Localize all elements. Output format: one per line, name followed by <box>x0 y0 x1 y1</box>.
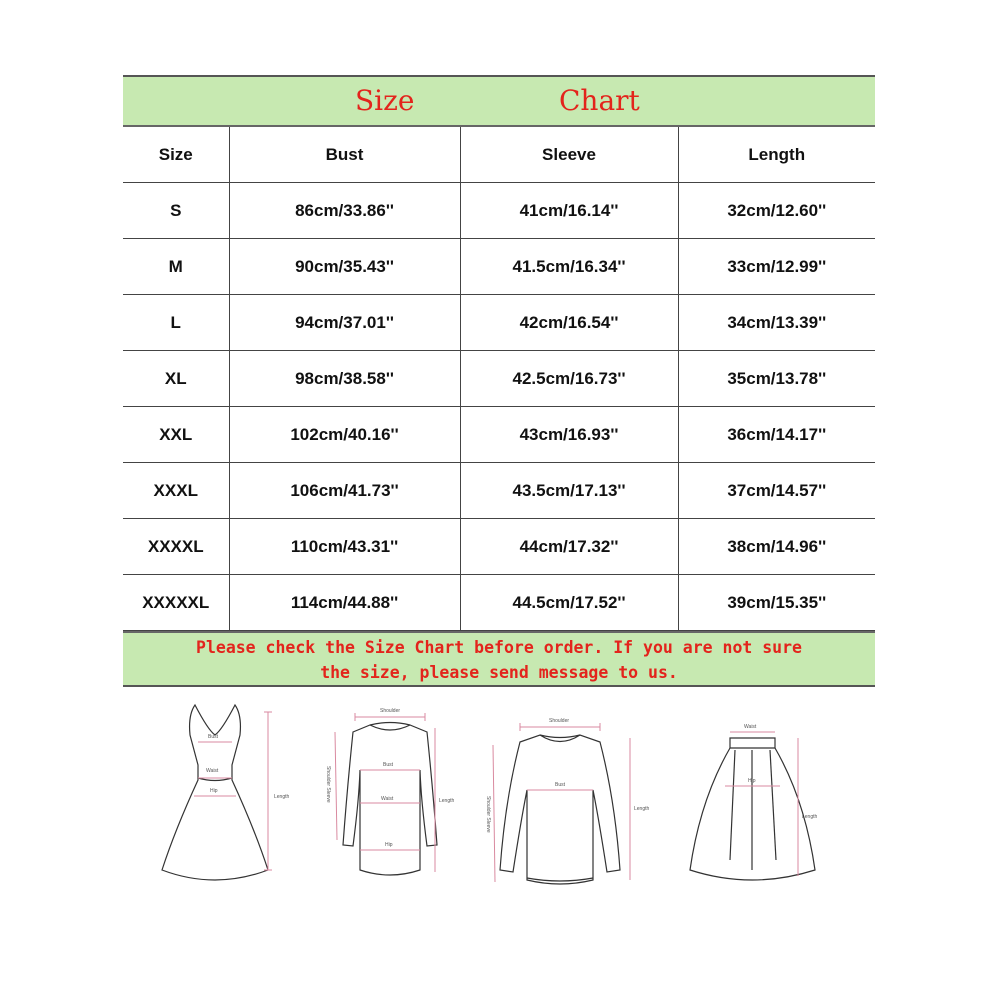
long-dress-bust-label: Bust <box>383 762 394 768</box>
header-length: Length <box>678 127 875 183</box>
dress-diagram <box>160 690 300 900</box>
header-bust: Bust <box>229 127 460 183</box>
size-note <box>123 631 875 685</box>
table-row <box>123 295 875 351</box>
sweater-diagram <box>485 690 650 900</box>
chart-title-bar <box>123 77 875 127</box>
table-row <box>123 463 875 519</box>
size-table <box>123 127 875 631</box>
long-dress-waist-label: Waist <box>381 796 394 802</box>
cell-length: 35cm/13.78'' <box>678 351 875 407</box>
cell-bust: 86cm/33.86'' <box>229 183 460 239</box>
size-chart <box>123 75 875 687</box>
cell-bust: 114cm/44.88'' <box>229 575 460 631</box>
cell-length: 33cm/12.99'' <box>678 239 875 295</box>
cell-sleeve: 43.5cm/17.13'' <box>460 463 678 519</box>
cell-sleeve: 41cm/16.14'' <box>460 183 678 239</box>
long-dress-sleeve-label: Shoulder Sleeve <box>325 766 331 803</box>
title-word-size: Size <box>355 84 415 117</box>
table-header-row <box>123 127 875 183</box>
skirt-outline-icon <box>690 738 815 880</box>
cell-sleeve: 44.5cm/17.52'' <box>460 575 678 631</box>
table-row <box>123 239 875 295</box>
header-sleeve: Sleeve <box>460 127 678 183</box>
sweater-outline-icon <box>500 735 620 884</box>
cell-size: XXXXXL <box>123 575 229 631</box>
cell-length: 34cm/13.39'' <box>678 295 875 351</box>
cell-size: S <box>123 183 229 239</box>
title-word-chart: Chart <box>559 84 640 117</box>
dress-bust-label: Bust <box>208 734 219 740</box>
cell-length: 32cm/12.60'' <box>678 183 875 239</box>
dress-length-label: Length <box>274 794 290 800</box>
cell-size: XXXL <box>123 463 229 519</box>
sweater-length-label: Length <box>634 806 650 812</box>
skirt-measure-lines <box>725 732 798 876</box>
skirt-hip-label: Hip <box>748 778 756 784</box>
cell-size: XXL <box>123 407 229 463</box>
cell-sleeve: 43cm/16.93'' <box>460 407 678 463</box>
long-dress-diagram <box>315 690 465 900</box>
cell-length: 37cm/14.57'' <box>678 463 875 519</box>
long-dress-hip-label: Hip <box>385 842 393 848</box>
cell-sleeve: 44cm/17.32'' <box>460 519 678 575</box>
cell-bust: 110cm/43.31'' <box>229 519 460 575</box>
cell-length: 39cm/15.35'' <box>678 575 875 631</box>
cell-sleeve: 42cm/16.54'' <box>460 295 678 351</box>
table-row <box>123 519 875 575</box>
table-row <box>123 183 875 239</box>
cell-length: 36cm/14.17'' <box>678 407 875 463</box>
cell-size: XXXXL <box>123 519 229 575</box>
note-line-2: the size, please send message to us. <box>320 663 678 682</box>
sweater-shoulder-label: Shoulder <box>549 718 570 724</box>
sweater-measure-lines <box>493 723 630 882</box>
cell-bust: 102cm/40.16'' <box>229 407 460 463</box>
header-size: Size <box>123 127 229 183</box>
sweater-bust-label: Bust <box>555 782 566 788</box>
skirt-waist-label: Waist <box>744 724 757 730</box>
cell-bust: 90cm/35.43'' <box>229 239 460 295</box>
cell-bust: 94cm/37.01'' <box>229 295 460 351</box>
table-row <box>123 407 875 463</box>
long-dress-shoulder-label: Shoulder <box>380 708 401 714</box>
cell-length: 38cm/14.96'' <box>678 519 875 575</box>
measurement-diagrams <box>0 690 1000 900</box>
cell-bust: 106cm/41.73'' <box>229 463 460 519</box>
table-row <box>123 575 875 631</box>
cell-sleeve: 41.5cm/16.34'' <box>460 239 678 295</box>
table-row <box>123 351 875 407</box>
cell-sleeve: 42.5cm/16.73'' <box>460 351 678 407</box>
long-dress-length-label: Length <box>439 798 455 804</box>
note-line-1: Please check the Size Chart before order. If you are not sure <box>196 638 802 657</box>
sweater-sleeve-label: Shoulder Sleeve <box>485 796 491 833</box>
cell-size: XL <box>123 351 229 407</box>
cell-size: M <box>123 239 229 295</box>
skirt-diagram <box>680 690 830 900</box>
skirt-length-label: Length <box>802 814 818 820</box>
dress-hip-label: Hip <box>210 788 218 794</box>
cell-size: L <box>123 295 229 351</box>
cell-bust: 98cm/38.58'' <box>229 351 460 407</box>
dress-waist-label: Waist <box>206 768 219 774</box>
